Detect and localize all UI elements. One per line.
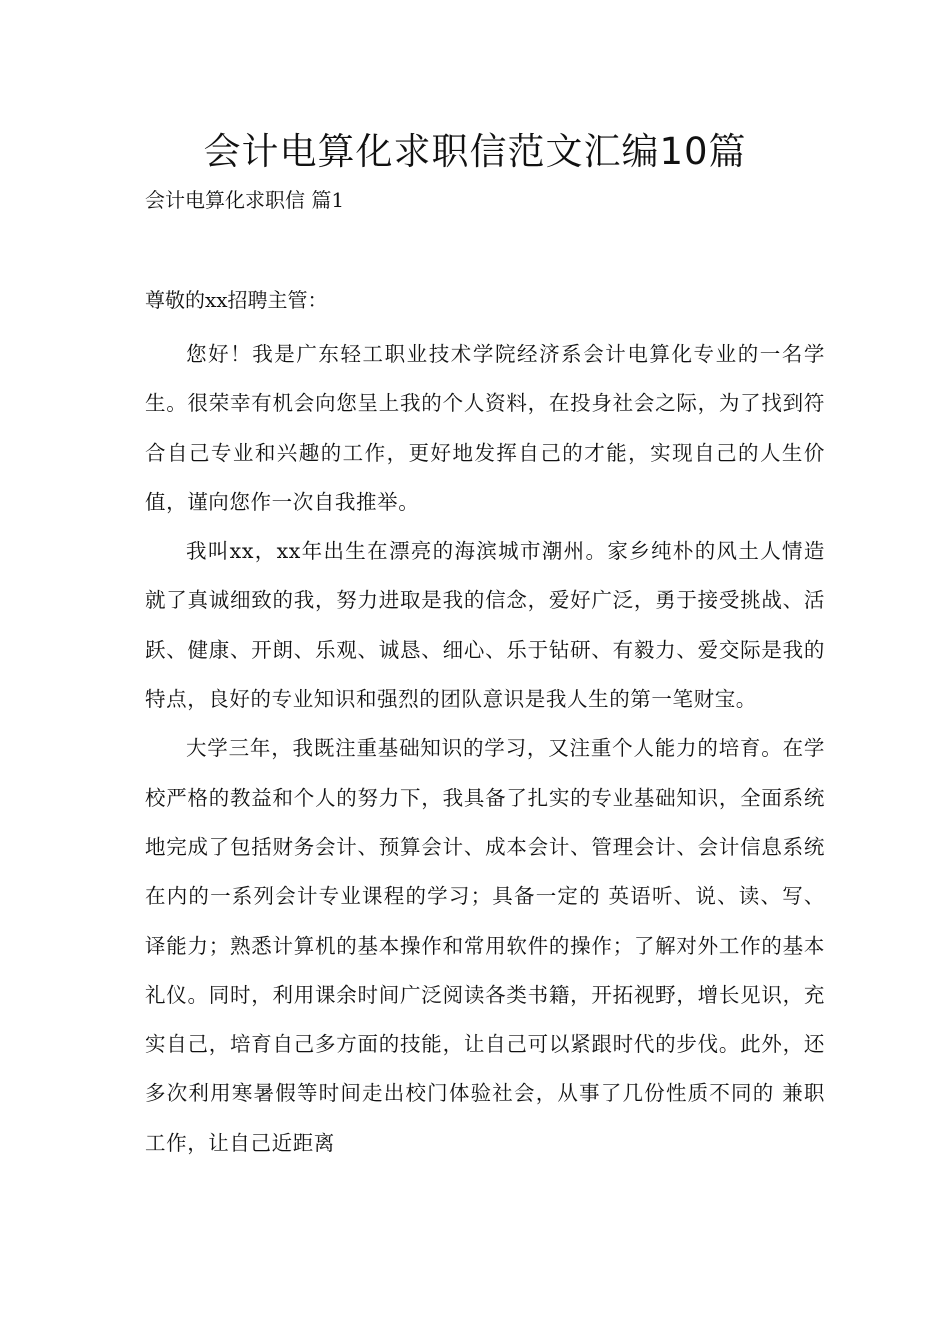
document-subtitle: 会计电算化求职信 篇1 (145, 188, 345, 212)
paragraph-1: 您好！我是广东轻工职业技术学院经济系会计电算化专业的一名学生。很荣幸有机会向您呈上我的个人资料，在投身社会之际，为了找到符合自己专业和兴趣的工作，更好地发挥自己的才能，实现自己的人生价值，谨向您作一次自我推举。 (145, 342, 825, 514)
paragraph-3: 大学三年，我既注重基础知识的学习，又注重个人能力的培育。在学校严格的教益和个人的努力下，我具备了扎实的专业基础知识，全面系统地完成了包括财务会计、预算会计、成本会计、管理会计、会计信息系统在内的一系列会计专业课程的学习；具备一定的 英语听、说、读、写、译能力；熟悉计算机的基本操作和常用软件的操作；了解对外工作的基本礼仪。同时，利用课余时间广泛阅读各类书籍，开拓视野，增长见识，充实自己，培育自己多方面的技能，让自己可以紧跟时代的步伐。此外，还多次利用寒暑假等时间走出校门体验社会，从事了几份性质不同的 兼职 工作，让自己近距离 (145, 736, 825, 1155)
letter-body (145, 330, 825, 1168)
document-title: 会计电算化求职信范文汇编10篇 (203, 130, 747, 173)
paragraph-2: 我叫xx，xx年出生在漂亮的海滨城市潮州。家乡纯朴的风土人情造就了真诚细致的我，努力进取是我的信念，爱好广泛，勇于接受挑战、活跃、健康、开朗、乐观、诚恳、细心、乐于钻研、有毅力、爱交际是我的特点，良好的专业知识和强烈的团队意识是我人生的第一笔财宝。 (145, 539, 825, 712)
letter-salutation: 尊敬的xx招聘主管： (145, 288, 328, 312)
